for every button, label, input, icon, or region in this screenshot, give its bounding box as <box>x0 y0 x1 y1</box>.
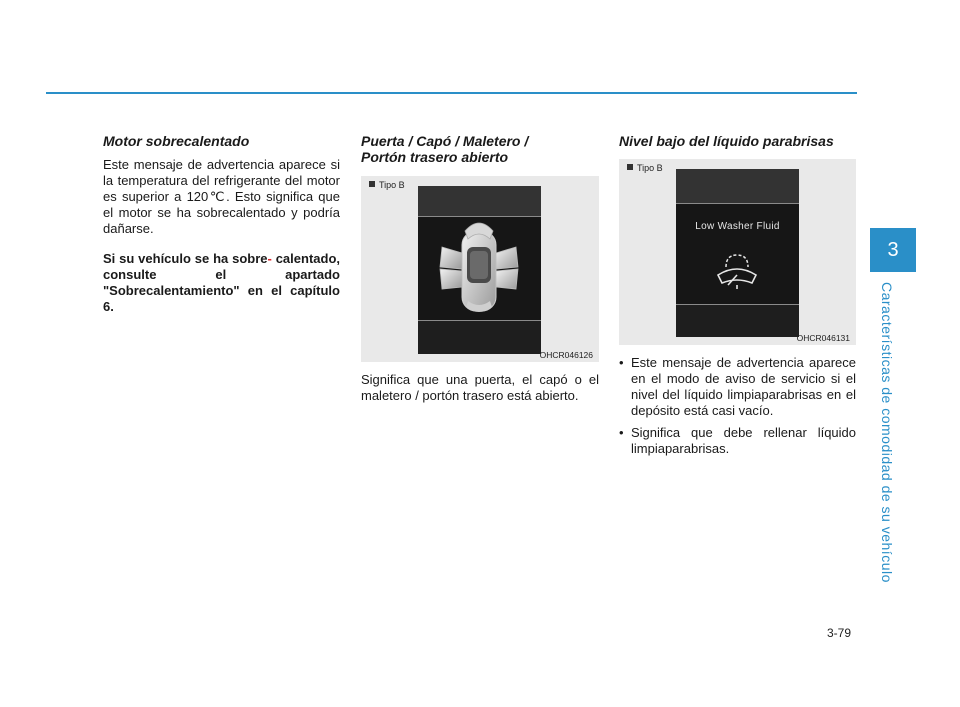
chapter-tab: 3 <box>870 228 916 272</box>
advice-hyphen: - <box>267 251 272 266</box>
figure-type-label: Tipo B <box>369 180 405 190</box>
cluster-screen <box>418 186 541 354</box>
paragraph-door-open: Significa que una puerta, el capó o el maletero / portón trasero está abierto. <box>361 372 599 403</box>
paragraph-engine-overheat-advice <box>103 251 340 315</box>
figure-washer-fluid <box>619 159 856 345</box>
bullet-list <box>619 355 856 457</box>
car-doors-open-icon <box>418 217 541 321</box>
heading-door-open-line2: Portón trasero abierto <box>361 149 509 165</box>
paragraph-engine-overheat: Este mensaje de advertencia aparece si la temperatura del refrigerante del motor es superior a 120℃. Esto significa que el motor se ha sobrecalentado y podría dañarse. <box>103 157 340 236</box>
figure-code: OHCR046126 <box>539 350 593 360</box>
list-item: • Significa que debe rellenar líquido limpiaparabrisas. <box>619 425 856 456</box>
section-washer-fluid <box>619 133 856 463</box>
list-item: • Este mensaje de advertencia aparece en el modo de aviso de servicio si el nivel del líquido limpiaparabrisas en el depósito está casi vacío. <box>619 355 856 418</box>
figure-door-open <box>361 176 599 362</box>
chapter-title-vertical: Características de comodidad de su vehículo <box>879 282 895 583</box>
figure-code: OHCR046131 <box>796 333 850 343</box>
section-door-open <box>361 133 599 414</box>
section-engine-overheat <box>103 133 340 325</box>
heading-door-open <box>361 133 599 165</box>
page-number: 3-79 <box>827 626 852 640</box>
screen-message: Low Washer Fluid <box>695 221 780 232</box>
advice-part1: Si su vehículo se ha sobre <box>103 251 268 266</box>
cluster-screen <box>676 169 799 337</box>
figure-type-label: Tipo B <box>627 163 663 173</box>
advice-part2: calentado, consulte el apartado "Sobrecalentamiento" en el capítulo 6. <box>103 251 340 314</box>
heading-engine-overheat: Motor sobrecalentado <box>103 133 250 149</box>
top-rule <box>46 92 857 94</box>
heading-door-open-line1: Puerta / Capó / Maletero / <box>361 133 529 149</box>
washer-fluid-icon <box>676 245 799 295</box>
heading-washer-fluid: Nivel bajo del líquido parabrisas <box>619 133 834 149</box>
